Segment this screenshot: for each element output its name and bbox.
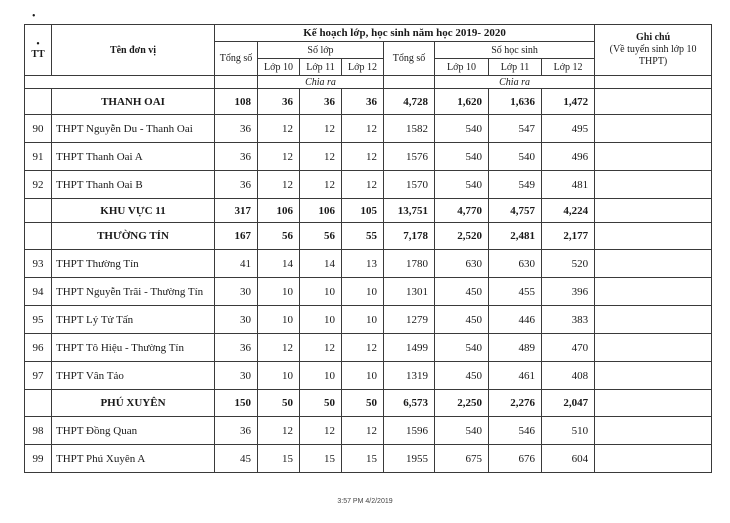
cell-c11: 12 (300, 171, 342, 199)
cell-c12: 13 (342, 250, 384, 278)
cell-c12: 50 (342, 390, 384, 417)
cell-c-total: 36 (215, 417, 258, 445)
enrollment-plan-table (24, 24, 712, 473)
row-tt: 99 (25, 445, 52, 473)
cell-s11: 4,757 (489, 199, 542, 223)
cell-c10: 36 (258, 89, 300, 115)
cell-c10: 10 (258, 278, 300, 306)
cell-s12: 383 (542, 306, 595, 334)
cell-note (595, 306, 712, 334)
cell-s11: 630 (489, 250, 542, 278)
cell-s11: 489 (489, 334, 542, 362)
cell-s11: 446 (489, 306, 542, 334)
row-tt: 98 (25, 417, 52, 445)
cell-note (595, 171, 712, 199)
cell-note (595, 223, 712, 250)
cell-c10: 12 (258, 115, 300, 143)
cell-s12: 2,047 (542, 390, 595, 417)
cell-c11: 12 (300, 417, 342, 445)
cell-s11: 676 (489, 445, 542, 473)
cell-c12: 10 (342, 306, 384, 334)
header-students-split: Chia ra (435, 76, 595, 89)
cell-s-total: 1319 (384, 362, 435, 390)
cell-c12: 105 (342, 199, 384, 223)
cell-c10: 50 (258, 390, 300, 417)
cell-c-total: 30 (215, 362, 258, 390)
table-row (25, 445, 712, 473)
cell-s10: 4,770 (435, 199, 489, 223)
cell-s11: 540 (489, 143, 542, 171)
cell-c12: 12 (342, 171, 384, 199)
cell-c10: 12 (258, 417, 300, 445)
cell-c12: 10 (342, 278, 384, 306)
cell-s12: 470 (542, 334, 595, 362)
cell-s10: 540 (435, 171, 489, 199)
cell-s12: 2,177 (542, 223, 595, 250)
cell-s-total: 1301 (384, 278, 435, 306)
cell-note (595, 390, 712, 417)
cell-c11: 15 (300, 445, 342, 473)
cell-s10: 540 (435, 115, 489, 143)
row-tt: 94 (25, 278, 52, 306)
cell-note (595, 362, 712, 390)
cell-s12: 496 (542, 143, 595, 171)
cell-c12: 12 (342, 417, 384, 445)
cell-s-total: 13,751 (384, 199, 435, 223)
group-name: PHÚ XUYÊN (52, 390, 215, 417)
cell-c11: 10 (300, 278, 342, 306)
cell-s10: 540 (435, 417, 489, 445)
school-name: THPT Thường Tín (52, 250, 215, 278)
header-classes-total: Tổng số (215, 42, 258, 76)
cell-s12: 510 (542, 417, 595, 445)
cell-c12: 10 (342, 362, 384, 390)
cell-c-total: 108 (215, 89, 258, 115)
cell-s12: 4,224 (542, 199, 595, 223)
cell-c11: 10 (300, 306, 342, 334)
school-name: THPT Phú Xuyên A (52, 445, 215, 473)
cell-c-total: 36 (215, 115, 258, 143)
cell-c12: 55 (342, 223, 384, 250)
cell-s-total: 1780 (384, 250, 435, 278)
cell-note (595, 89, 712, 115)
row-tt: 93 (25, 250, 52, 278)
cell-note (595, 143, 712, 171)
cell-s-total: 1576 (384, 143, 435, 171)
group-row (25, 390, 712, 417)
corner-mark: • (32, 11, 36, 22)
header-classes-grade10: Lớp 10 (258, 59, 300, 76)
row-tt: 96 (25, 334, 52, 362)
table-header (25, 25, 712, 89)
cell-c10: 15 (258, 445, 300, 473)
school-name: THPT Nguyễn Du - Thanh Oai (52, 115, 215, 143)
cell-c-total: 45 (215, 445, 258, 473)
cell-s10: 450 (435, 306, 489, 334)
school-name: THPT Tô Hiệu - Thường Tín (52, 334, 215, 362)
cell-c11: 14 (300, 250, 342, 278)
header-plan-title: Kế hoạch lớp, học sinh năm học 2019- 2020 (215, 25, 595, 42)
table-row (25, 306, 712, 334)
cell-s12: 481 (542, 171, 595, 199)
row-tt: 91 (25, 143, 52, 171)
header-students-total: Tổng số (384, 42, 435, 76)
cell-s12: 408 (542, 362, 595, 390)
group-row (25, 223, 712, 250)
cell-s11: 549 (489, 171, 542, 199)
cell-c11: 50 (300, 390, 342, 417)
header-tt-label: TT (31, 48, 45, 60)
cell-s10: 450 (435, 362, 489, 390)
cell-s-total: 1955 (384, 445, 435, 473)
cell-c11: 36 (300, 89, 342, 115)
group-name: THANH OAI (52, 89, 215, 115)
header-note-title: Ghi chú (636, 32, 671, 43)
school-name: THPT Đồng Quan (52, 417, 215, 445)
school-name: THPT Nguyễn Trãi - Thường Tín (52, 278, 215, 306)
cell-c11: 106 (300, 199, 342, 223)
cell-s12: 396 (542, 278, 595, 306)
header-students-grade11: Lớp 11 (489, 59, 542, 76)
cell-s10: 2,520 (435, 223, 489, 250)
header-students: Số học sinh (435, 42, 595, 59)
cell-note (595, 445, 712, 473)
row-tt: 90 (25, 115, 52, 143)
cell-c-total: 30 (215, 306, 258, 334)
header-tt-dot: • (36, 38, 40, 50)
cell-c-total: 150 (215, 390, 258, 417)
cell-c11: 10 (300, 362, 342, 390)
header-classes-split: Chia ra (258, 76, 384, 89)
group-row (25, 89, 712, 115)
cell-s-total: 1570 (384, 171, 435, 199)
row-tt: 97 (25, 362, 52, 390)
cell-s12: 604 (542, 445, 595, 473)
cell-c-total: 317 (215, 199, 258, 223)
cell-s11: 2,276 (489, 390, 542, 417)
cell-s11: 455 (489, 278, 542, 306)
cell-s-total: 1582 (384, 115, 435, 143)
cell-c-total: 41 (215, 250, 258, 278)
cell-c11: 12 (300, 334, 342, 362)
cell-c10: 106 (258, 199, 300, 223)
cell-s10: 675 (435, 445, 489, 473)
cell-s10: 630 (435, 250, 489, 278)
cell-note (595, 278, 712, 306)
cell-c12: 36 (342, 89, 384, 115)
cell-s10: 540 (435, 143, 489, 171)
cell-s10: 450 (435, 278, 489, 306)
table-row (25, 334, 712, 362)
cell-c11: 12 (300, 115, 342, 143)
school-name: THPT Thanh Oai A (52, 143, 215, 171)
row-tt (25, 199, 52, 223)
group-name: KHU VỰC 11 (52, 199, 215, 223)
table-row (25, 362, 712, 390)
header-note (595, 25, 712, 76)
header-classes-grade11: Lớp 11 (300, 59, 342, 76)
cell-s11: 546 (489, 417, 542, 445)
cell-c12: 12 (342, 115, 384, 143)
cell-s10: 540 (435, 334, 489, 362)
school-name: THPT Lý Tử Tấn (52, 306, 215, 334)
cell-s12: 1,472 (542, 89, 595, 115)
cell-c10: 12 (258, 143, 300, 171)
cell-s12: 520 (542, 250, 595, 278)
table-body (25, 89, 712, 473)
school-name: THPT Vân Tảo (52, 362, 215, 390)
cell-s10: 1,620 (435, 89, 489, 115)
header-note-sub: (Về tuyển sinh lớp 10 THPT) (609, 44, 697, 67)
cell-s11: 547 (489, 115, 542, 143)
cell-s11: 461 (489, 362, 542, 390)
row-tt (25, 390, 52, 417)
table-row (25, 115, 712, 143)
cell-s-total: 4,728 (384, 89, 435, 115)
cell-c10: 12 (258, 171, 300, 199)
cell-c-total: 36 (215, 171, 258, 199)
cell-c12: 12 (342, 334, 384, 362)
cell-c-total: 167 (215, 223, 258, 250)
header-students-grade10: Lớp 10 (435, 59, 489, 76)
cell-s11: 2,481 (489, 223, 542, 250)
header-classes: Số lớp (258, 42, 384, 59)
cell-c-total: 30 (215, 278, 258, 306)
cell-s12: 495 (542, 115, 595, 143)
cell-c-total: 36 (215, 143, 258, 171)
cell-note (595, 250, 712, 278)
header-tt (25, 25, 52, 76)
table-row (25, 171, 712, 199)
cell-c10: 12 (258, 334, 300, 362)
table-row (25, 278, 712, 306)
school-name: THPT Thanh Oai B (52, 171, 215, 199)
cell-c10: 56 (258, 223, 300, 250)
cell-s-total: 7,178 (384, 223, 435, 250)
group-row (25, 199, 712, 223)
cell-c10: 14 (258, 250, 300, 278)
print-timestamp: 3:57 PM 4/2/2019 (337, 498, 393, 505)
cell-c-total: 36 (215, 334, 258, 362)
cell-c11: 56 (300, 223, 342, 250)
row-tt (25, 89, 52, 115)
cell-s-total: 1596 (384, 417, 435, 445)
header-students-grade12: Lớp 12 (542, 59, 595, 76)
cell-s-total: 1499 (384, 334, 435, 362)
cell-c10: 10 (258, 306, 300, 334)
row-tt: 95 (25, 306, 52, 334)
table-row (25, 417, 712, 445)
header-unit: Tên đơn vị (52, 25, 215, 76)
cell-c10: 10 (258, 362, 300, 390)
cell-note (595, 199, 712, 223)
cell-s11: 1,636 (489, 89, 542, 115)
table-row (25, 143, 712, 171)
cell-note (595, 115, 712, 143)
cell-s10: 2,250 (435, 390, 489, 417)
cell-note (595, 334, 712, 362)
table-row (25, 250, 712, 278)
cell-note (595, 417, 712, 445)
cell-c12: 12 (342, 143, 384, 171)
cell-c12: 15 (342, 445, 384, 473)
cell-s-total: 6,573 (384, 390, 435, 417)
group-name: THƯỜNG TÍN (52, 223, 215, 250)
header-classes-grade12: Lớp 12 (342, 59, 384, 76)
row-tt: 92 (25, 171, 52, 199)
header-spacer (25, 76, 215, 89)
cell-c11: 12 (300, 143, 342, 171)
row-tt (25, 223, 52, 250)
cell-s-total: 1279 (384, 306, 435, 334)
